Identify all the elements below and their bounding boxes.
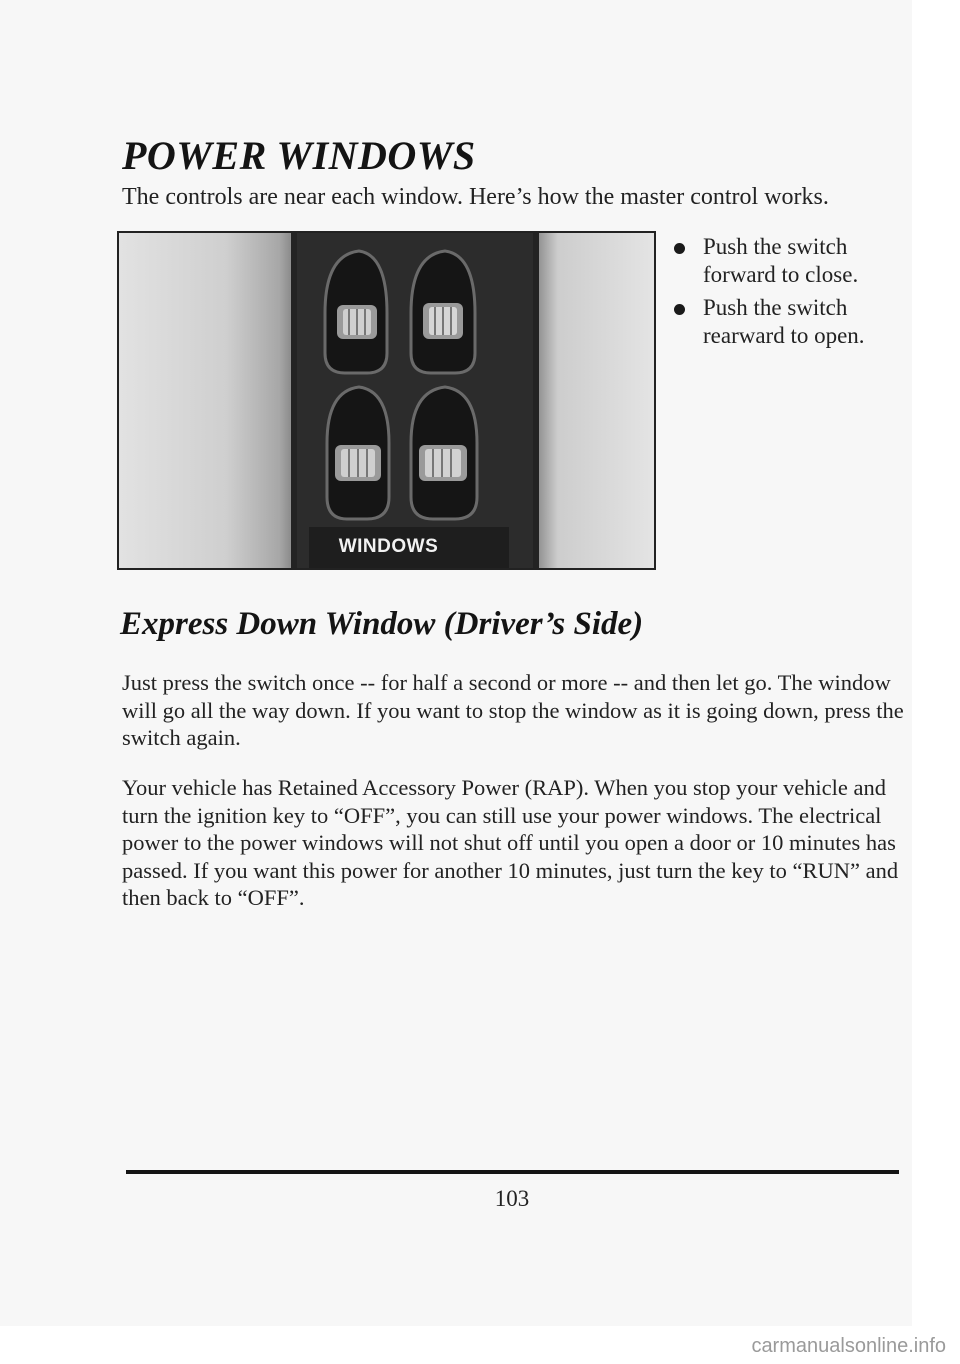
- instruction-text: Push the switch rearward to open.: [703, 295, 865, 348]
- body-paragraph: Just press the switch once -- for half a second or more -- and then let go. The window will go all the way down. If you want to stop the window as it is going down, press the switch again.: [122, 670, 904, 750]
- window-switch-panel-illustration: [119, 233, 656, 570]
- switch-housing-top-left: [325, 251, 387, 373]
- section-heading: Express Down Window (Driver’s Side): [120, 606, 644, 642]
- body-paragraph: Your vehicle has Retained Accessory Power (RAP). When you stop your vehicle and turn the ignition key to “OFF”, you can still use your power windows. The electrical power to the power windows will not shut off until you open a door or 10 minutes has passed. If you want this power for another 10 minutes, just turn the key to “RUN” and then back to “OFF”.: [122, 775, 899, 910]
- page-number: 103: [494, 1186, 530, 1211]
- switch-instructions-list: [672, 233, 902, 355]
- switch-housing-top-right: [411, 251, 475, 373]
- instruction-text: Push the switch forward to close.: [703, 234, 859, 287]
- windows-switch-label: WINDOWS: [338, 536, 439, 557]
- switch-housing-bottom-left: [327, 387, 389, 519]
- window-switch-photo: [117, 231, 656, 570]
- page-title: POWER WINDOWS: [122, 133, 476, 178]
- switch-housing-bottom-right: [411, 387, 477, 519]
- footer-divider: [126, 1170, 899, 1174]
- intro-text: The controls are near each window. Here’s how the master control works.: [122, 184, 829, 210]
- watermark: carmanualsonline.info: [751, 1335, 946, 1357]
- instruction-item: [672, 233, 902, 289]
- instruction-item: [672, 294, 902, 350]
- bullet-dot-icon: [674, 304, 685, 315]
- bullet-dot-icon: [674, 243, 685, 254]
